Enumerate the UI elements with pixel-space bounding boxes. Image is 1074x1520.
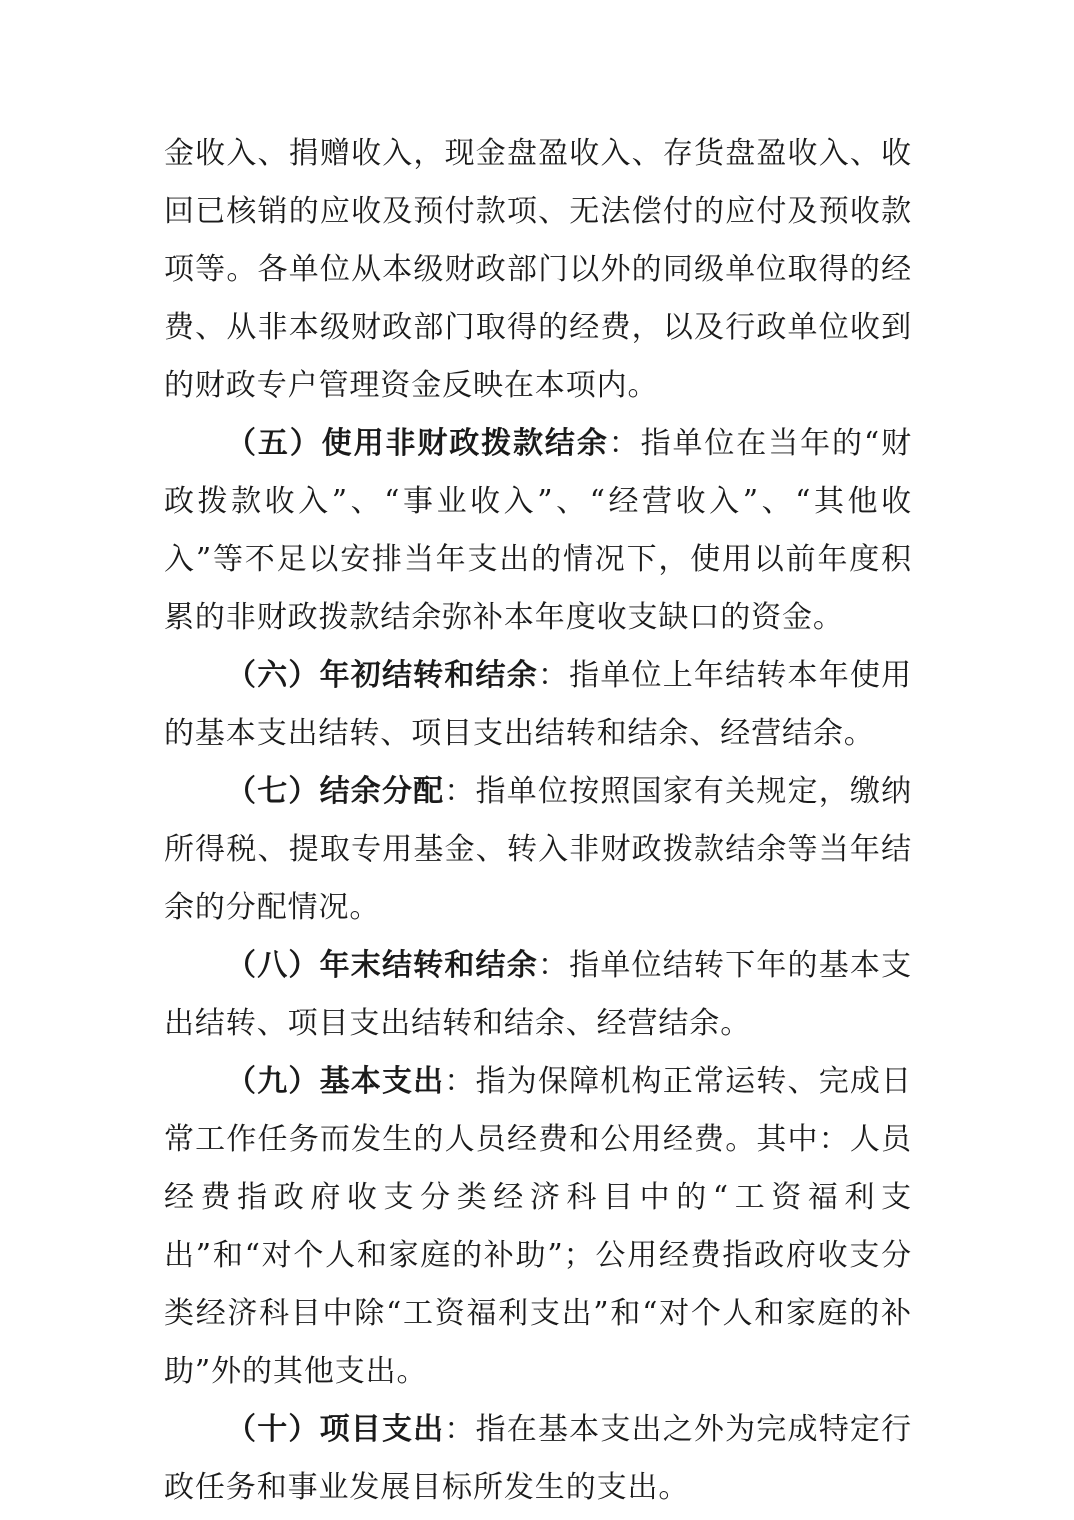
term-definition: 指单位在当年的“财政拨款收入”、“事业收入”、“经营收入”、“其他收入”等不足以安排当年支出的情况下，使用以前年度积累的非财政拨款结余弥补本年度收支缺口的资金。 bbox=[164, 426, 913, 635]
term-separator: ： bbox=[608, 426, 641, 461]
term-definition: 指单位结转下年的基本支出结转、项目支出结转和结余、经营结余。 bbox=[164, 948, 913, 1041]
term-separator: ： bbox=[444, 774, 476, 809]
term-definition: 指为保障机构正常运转、完成日常工作任务而发生的人员经费和公用经费。其中：人员经费指政府收支分类经济科目中的“工资福利支出”和“对个人和家庭的补助”；公用经费指政府收支分类经济科目中除“工资福利支出”和“对个人和家庭的补助”外的其他支出。 bbox=[164, 1064, 912, 1389]
term-heading: （九）基本支出 bbox=[226, 1064, 445, 1099]
definition-paragraph-9 bbox=[164, 1053, 912, 1401]
term-separator: ： bbox=[444, 1064, 476, 1099]
term-separator: ： bbox=[537, 948, 570, 983]
term-heading: （八）年末结转和结余 bbox=[226, 948, 538, 983]
term-heading: （五）使用非财政拨款结余 bbox=[226, 426, 609, 461]
term-heading: （七）结余分配 bbox=[226, 774, 445, 809]
definition-paragraph-10 bbox=[164, 1401, 912, 1517]
definition-paragraph-7 bbox=[164, 763, 912, 937]
term-definition: 指单位按照国家有关规定，缴纳所得税、提取专用基金、转入非财政拨款结余等当年结余的分配情况。 bbox=[164, 774, 912, 925]
term-definition: 指在基本支出之外为完成特定行政任务和事业发展目标所发生的支出。 bbox=[164, 1412, 912, 1505]
term-heading: （十）项目支出 bbox=[226, 1412, 445, 1447]
term-definition: 指单位上年结转本年使用的基本支出结转、项目支出结转和结余、经营结余。 bbox=[164, 658, 913, 751]
definition-paragraph-5 bbox=[164, 415, 912, 647]
term-heading: （六）年初结转和结余 bbox=[226, 658, 538, 693]
definition-paragraph-6 bbox=[164, 647, 912, 763]
document-body bbox=[164, 125, 912, 1517]
term-separator: ： bbox=[444, 1412, 476, 1447]
continuation-paragraph: 金收入、捐赠收入，现金盘盈收入、存货盘盈收入、收回已核销的应收及预付款项、无法偿付的应付及预收款项等。各单位从本级财政部门以外的同级单位取得的经费、从非本级财政部门取得的经费，以及行政单位收到的财政专户管理资金反映在本项内。 bbox=[164, 136, 912, 403]
term-separator: ： bbox=[537, 658, 570, 693]
definition-paragraph-8 bbox=[164, 937, 912, 1053]
